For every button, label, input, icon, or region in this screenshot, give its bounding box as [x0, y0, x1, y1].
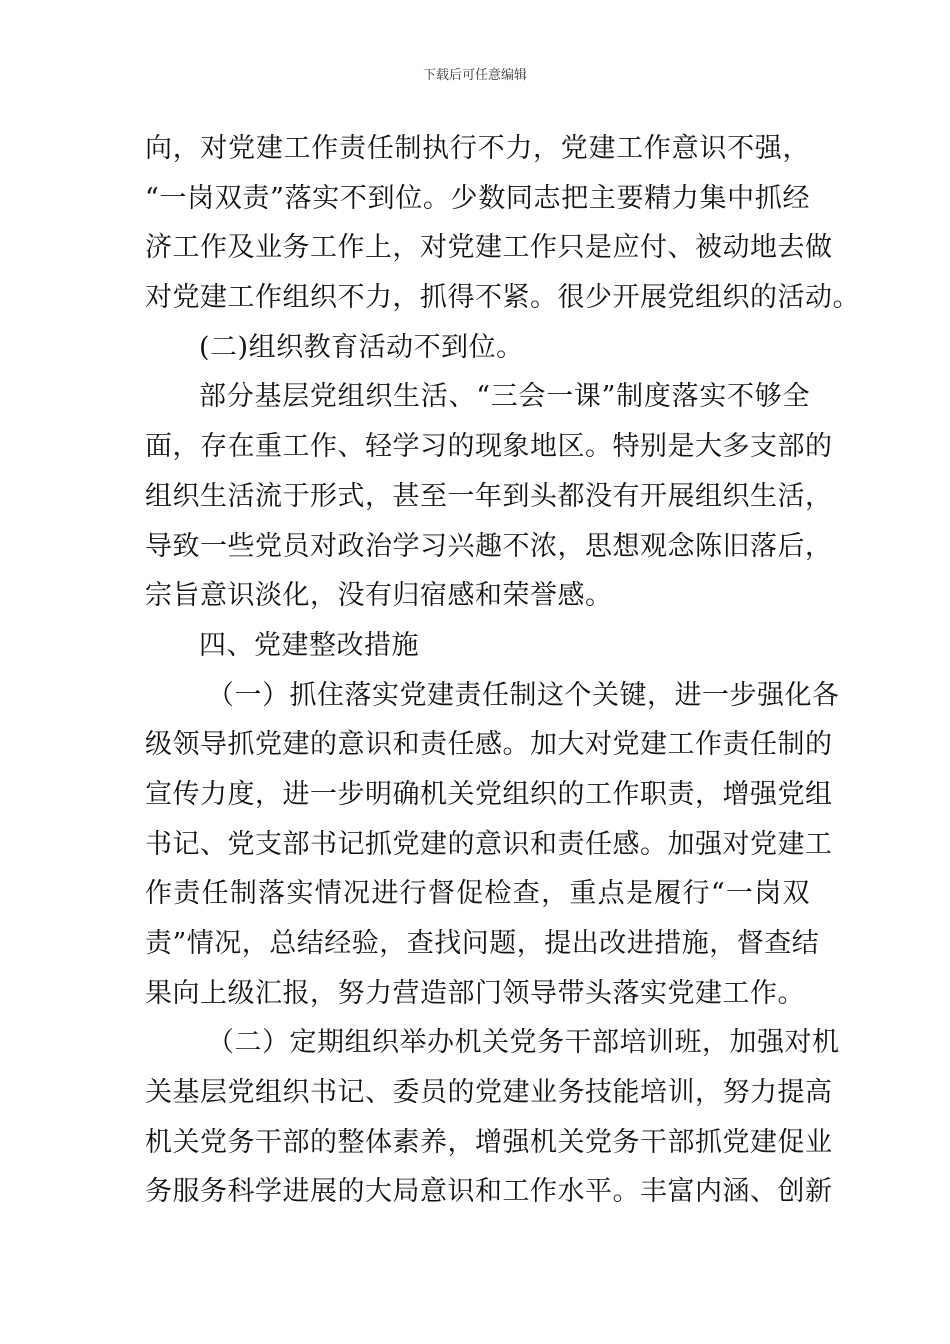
text-line: “一岗双责”落实不到位。少数同志把主要精力集中抓经: [145, 182, 810, 214]
text-line: 对党建工作组织不力，抓得不紧。很少开展党组织的活动。: [145, 282, 860, 314]
subheading-2: (二)组织教育活动不到位。: [199, 331, 524, 363]
text-line: 济工作及业务工作上，对党建工作只是应付、被动地去做: [145, 232, 833, 264]
text-line: 关基层党组织书记、委员的党建业务技能培训，努力提高: [145, 1077, 833, 1109]
text-line: 书记、党支部书记抓党建的意识和责任感。加强对党建工: [145, 828, 833, 860]
text-line: 宗旨意识淡化，没有归宿感和荣誉感。: [145, 580, 613, 612]
text-line: 果向上级汇报，努力营造部门领导带头落实党建工作。: [145, 977, 805, 1009]
text-line: 向，对党建工作责任制执行不力，党建工作意识不强，: [145, 133, 810, 164]
section-heading: 四、党建整改措施: [199, 629, 419, 661]
text-line: 宣传力度，进一步明确机关党组织的工作职责，增强党组: [145, 778, 833, 810]
text-line: 组织生活流于形式，甚至一年到头都没有开展组织生活，: [145, 480, 833, 512]
text-line: 面，存在重工作、轻学习的现象地区。特别是大多支部的: [145, 431, 833, 463]
text-line: 务服务科学进展的大局意识和工作水平。丰富内涵、创新: [145, 1176, 833, 1208]
text-line: 级领导抓党建的意识和责任感。加大对党建工作责任制的: [145, 729, 833, 761]
text-line: 责”情况，总结经验，查找问题，提出改进措施，督查结: [145, 928, 820, 959]
text-line: （一）抓住落实党建责任制这个关键，进一步强化各: [207, 679, 840, 711]
text-line: 部分基层党组织生活、“三会一课”制度落实不够全: [199, 381, 810, 413]
text-line: 机关党务干部的整体素养，增强机关党务干部抓党建促业: [145, 1126, 833, 1158]
text-line: （二）定期组织举办机关党务干部培训班，加强对机: [207, 1027, 840, 1059]
text-line: 作责任制落实情况进行督促检查，重点是履行“一岗双: [145, 878, 810, 910]
page-header: 下载后可任意编辑: [422, 68, 527, 83]
text-line: 导致一些党员对政治学习兴趣不浓，思想观念陈旧落后，: [145, 530, 833, 562]
document-body: [145, 124, 860, 1217]
